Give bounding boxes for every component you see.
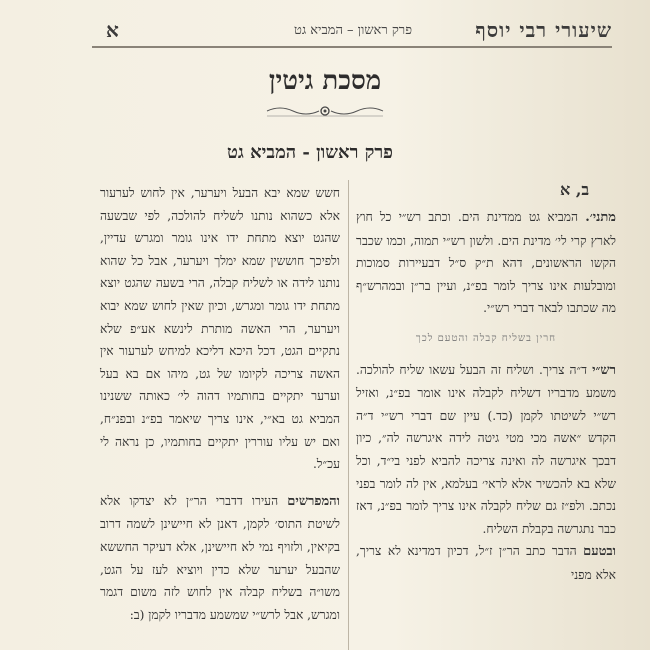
- paragraph-text: ד״ה צריך. ושליח זה הבעל עשאו שליח להולכה. משמע מדבריו דשליח לקבלה אינו אומר בפ״נ, ואזיל רש״י לשיטתו לקמן (כד.) עיין שם דברי רש״י ד״ה הקדש ״אשה מכי מטי גיטה לידה איגרשה לה״, כיון דבכך איגרשה לה ואינה צריכה להביא לפני בי״ד, וכל שלא בא להכשיר אלא לראי׳ בעלמא, אין לה לומר בפני נכתב. ולפ״ז גם שליח לקבלה אינו צריך לומר בפ״נ, דאז כבר נתגרשה בקבלת השליח.: [356, 362, 616, 536]
- paragraph: [356, 206, 616, 320]
- section-divider: חרין בשליח קבלה והטעם לכך: [415, 332, 557, 344]
- paragraph: [100, 490, 340, 627]
- left-column: [100, 182, 340, 626]
- ornament-divider-icon: [265, 104, 385, 118]
- paragraph-lead: מתני׳.: [585, 210, 617, 225]
- paragraph-text: המביא גט ממדינת הים. וכתב רש״י כל חוץ לארץ קרי לי׳ מדינת הים. ולשון רש״י תמוה, וכמו שכבר הקשו הראשונים, דהא ת״ק ס״ל דבעיירות סמוכות ומובלעות אינו צריך לומר בפ״נ, ועיין בר״ן ובמהרש״ף מה שכתבו לבאר דברי רש״י.: [356, 210, 616, 316]
- chapter-header: פרק ראשון – המביא גט: [293, 23, 412, 38]
- folio-number: א: [106, 18, 119, 42]
- paragraph-lead: ובטעם: [583, 544, 617, 560]
- column-divider: [348, 180, 349, 650]
- chapter-title: פרק ראשון - המביא גט: [227, 142, 393, 163]
- paragraph-lead: רש״י: [592, 362, 616, 378]
- running-header: [92, 12, 612, 46]
- paragraph: [356, 540, 616, 586]
- book-title: שיעורי רבי יוסף: [475, 18, 612, 42]
- paragraph-text: חשש שמא יבא הבעל ויערער, אין לחוש לערעור אלא כשהוא נותנו לשליח להולכה, לפי שבשעה שהגט יוצא מתחת ידו אינו גומר ומגרש עדיין, ולפיכך חוששין שמא ימלך ויערער, אבל כל שהוא נותנו לידה או לשליח קבלה, הרי בשעה שהגט יוצא מתחת ידו גומר ומגרש, וכיון שאין לחוש שמא יבוא ויערער, הרי האשה מותרת לינשא אע״פ שלא נתקיים הגט, דכל היכא דליכא למיחש לערעור אין האשה צריכה לקיומו של גט, מיהו אם בא בעל וערער יתקיים בחותמיו דהוה לי׳ כאותה ששנינו המביא גט בא״י, אינו צריך שיאמר בפ״נ ובפנ״ח, ואם יש עליו עוררין יתקיים בחותמיו, כן נראה לי עכ״ל.: [100, 186, 340, 472]
- paragraph-gap: [100, 476, 340, 490]
- paragraph-text: הדבר כתב הר״ן ז״ל, דכיון דמדינא לא צריך, אלא מפני: [356, 544, 616, 582]
- paragraph-lead: והמפרשים: [287, 493, 340, 509]
- paragraph-text: העירו דדברי הר״ן לא יצדקו אלא לשיטת התוס׳ לקמן, דאנן לא חיישינן לשמה דרוב בקיאין, ולזויף נמי לא חיישינן, אלא דעיקר החששא שהבעל יערער שלא כדין ויוציא לעז על הגט, משו״ה בשליח קבלה אין לחוש לזה משום דגמר ומגרש, אבל לרש״י שמשמע מדבריו לקמן (ב:: [100, 493, 340, 622]
- daf-marker: ב, א: [560, 180, 590, 199]
- paragraph: [356, 359, 616, 541]
- paragraph: [100, 182, 340, 476]
- right-column: [356, 206, 616, 587]
- tractate-title: מסכת גיטין: [268, 66, 382, 96]
- header-rule: [92, 46, 612, 48]
